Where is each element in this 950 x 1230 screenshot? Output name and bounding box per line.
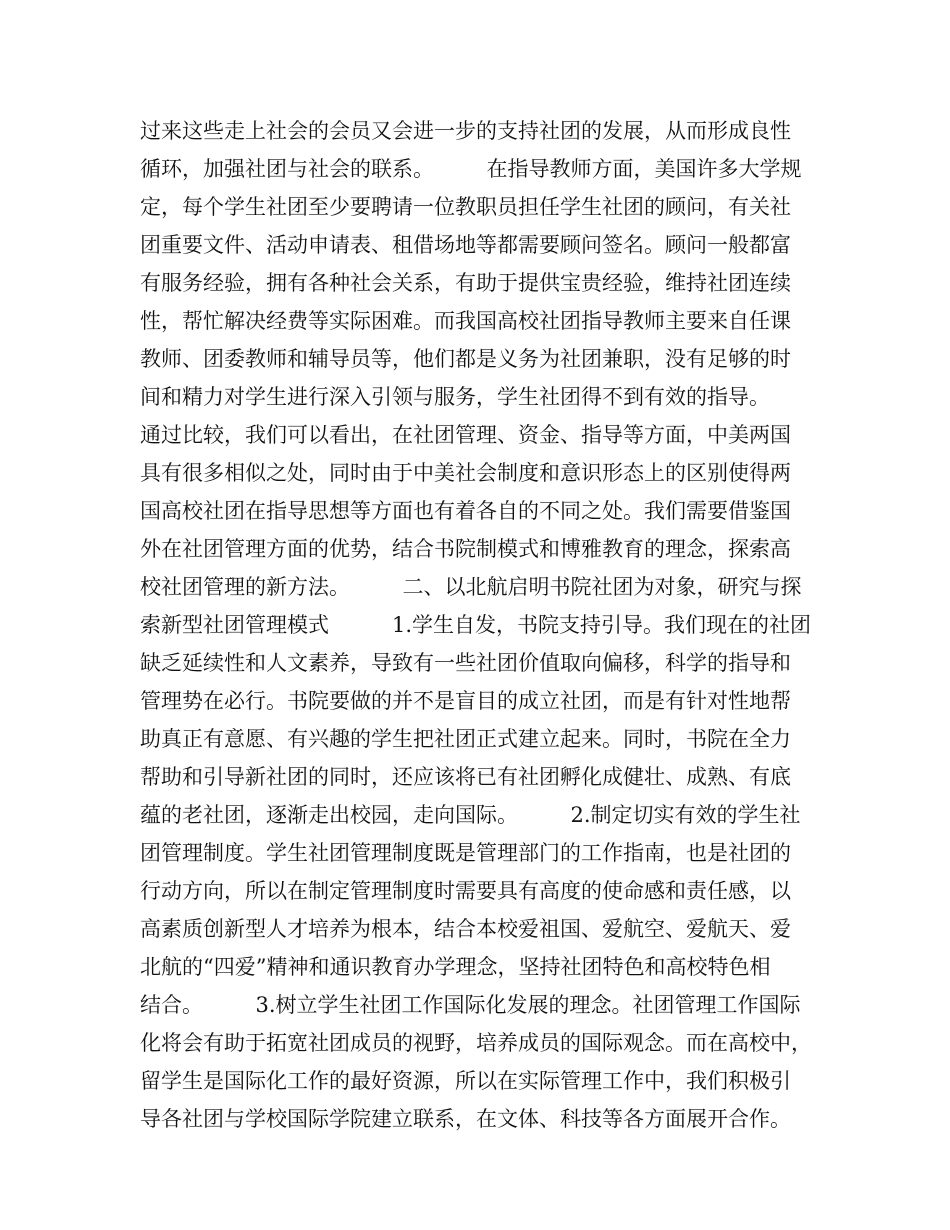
text-line: 行动方向，所以在制定管理制度时需要具有高度的使命感和责任感，以 [140,879,791,903]
text-line: 帮助和引导新社团的同时，还应该将已有社团孵化成健壮、成熟、有底 [140,765,791,789]
text-line: 北航的“四爱”精神和通识教育办学理念，坚持社团特色和高校特色相 [140,955,771,979]
text-line: 国高校社团在指导思想等方面也有着各自的不同之处。我们需要借鉴国 [140,499,791,523]
body-text [140,112,830,1138]
text-line: 助真正有意愿、有兴趣的学生把社团正式建立起来。同时，书院在全力 [140,727,791,751]
text-line: 具有很多相似之处，同时由于中美社会制度和意识形态上的区别使得两 [140,461,791,485]
text-line: 缺乏延续性和人文素养，导致有一些社团价值取向偏移，科学的指导和 [140,651,791,675]
text-line: 结合。 3.树立学生社团工作国际化发展的理念。社团管理工作国际 [140,993,801,1017]
text-line: 团管理制度。学生社团管理制度既是管理部门的工作指南，也是社团的 [140,841,791,865]
text-line: 有服务经验，拥有各种社会关系，有助于提供宝贵经验，维持社团连续 [140,271,791,295]
text-line: 教师、团委教师和辅导员等，他们都是义务为社团兼职，没有足够的时 [140,347,791,371]
text-line: 外在社团管理方面的优势，结合书院制模式和博雅教育的理念，探索高 [140,537,791,561]
text-line: 蕴的老社团，逐渐走出校园，走向国际。 2.制定切实有效的学生社 [140,803,801,827]
text-line: 间和精力对学生进行深入引领与服务，学生社团得不到有效的指导。 [140,385,770,409]
text-line: 定，每个学生社团至少要聘请一位教职员担任学生社团的顾问，有关社 [140,195,791,219]
text-line: 高素质创新型人才培养为根本，结合本校爱祖国、爱航空、爱航天、爱 [140,917,791,941]
text-line: 管理势在必行。书院要做的并不是盲目的成立社团，而是有针对性地帮 [140,689,791,713]
text-line: 索新型社团管理模式 1.学生自发，书院支持引导。我们现在的社团 [140,613,812,637]
text-line: 性，帮忙解决经费等实际困难。而我国高校社团指导教师主要来自任课 [140,309,791,333]
text-line: 化将会有助于拓宽社团成员的视野，培养成员的国际观念。而在高校中， [140,1031,812,1055]
text-line: 留学生是国际化工作的最好资源，所以在实际管理工作中，我们积极引 [140,1069,791,1093]
text-line: 通过比较，我们可以看出，在社团管理、资金、指导等方面，中美两国 [140,423,791,447]
text-line: 导各社团与学校国际学院建立联系，在文体、科技等各方面展开合作。 [140,1107,791,1131]
text-line: 校社团管理的新方法。 二、以北航启明书院社团为对象，研究与探 [140,575,802,599]
text-line: 循环，加强社团与社会的联系。 在指导教师方面，美国许多大学规 [140,157,802,181]
text-line: 过来这些走上社会的会员又会进一步的支持社团的发展，从而形成良性 [140,119,791,143]
text-line: 团重要文件、活动申请表、租借场地等都需要顾问签名。顾问一般都富 [140,233,791,257]
